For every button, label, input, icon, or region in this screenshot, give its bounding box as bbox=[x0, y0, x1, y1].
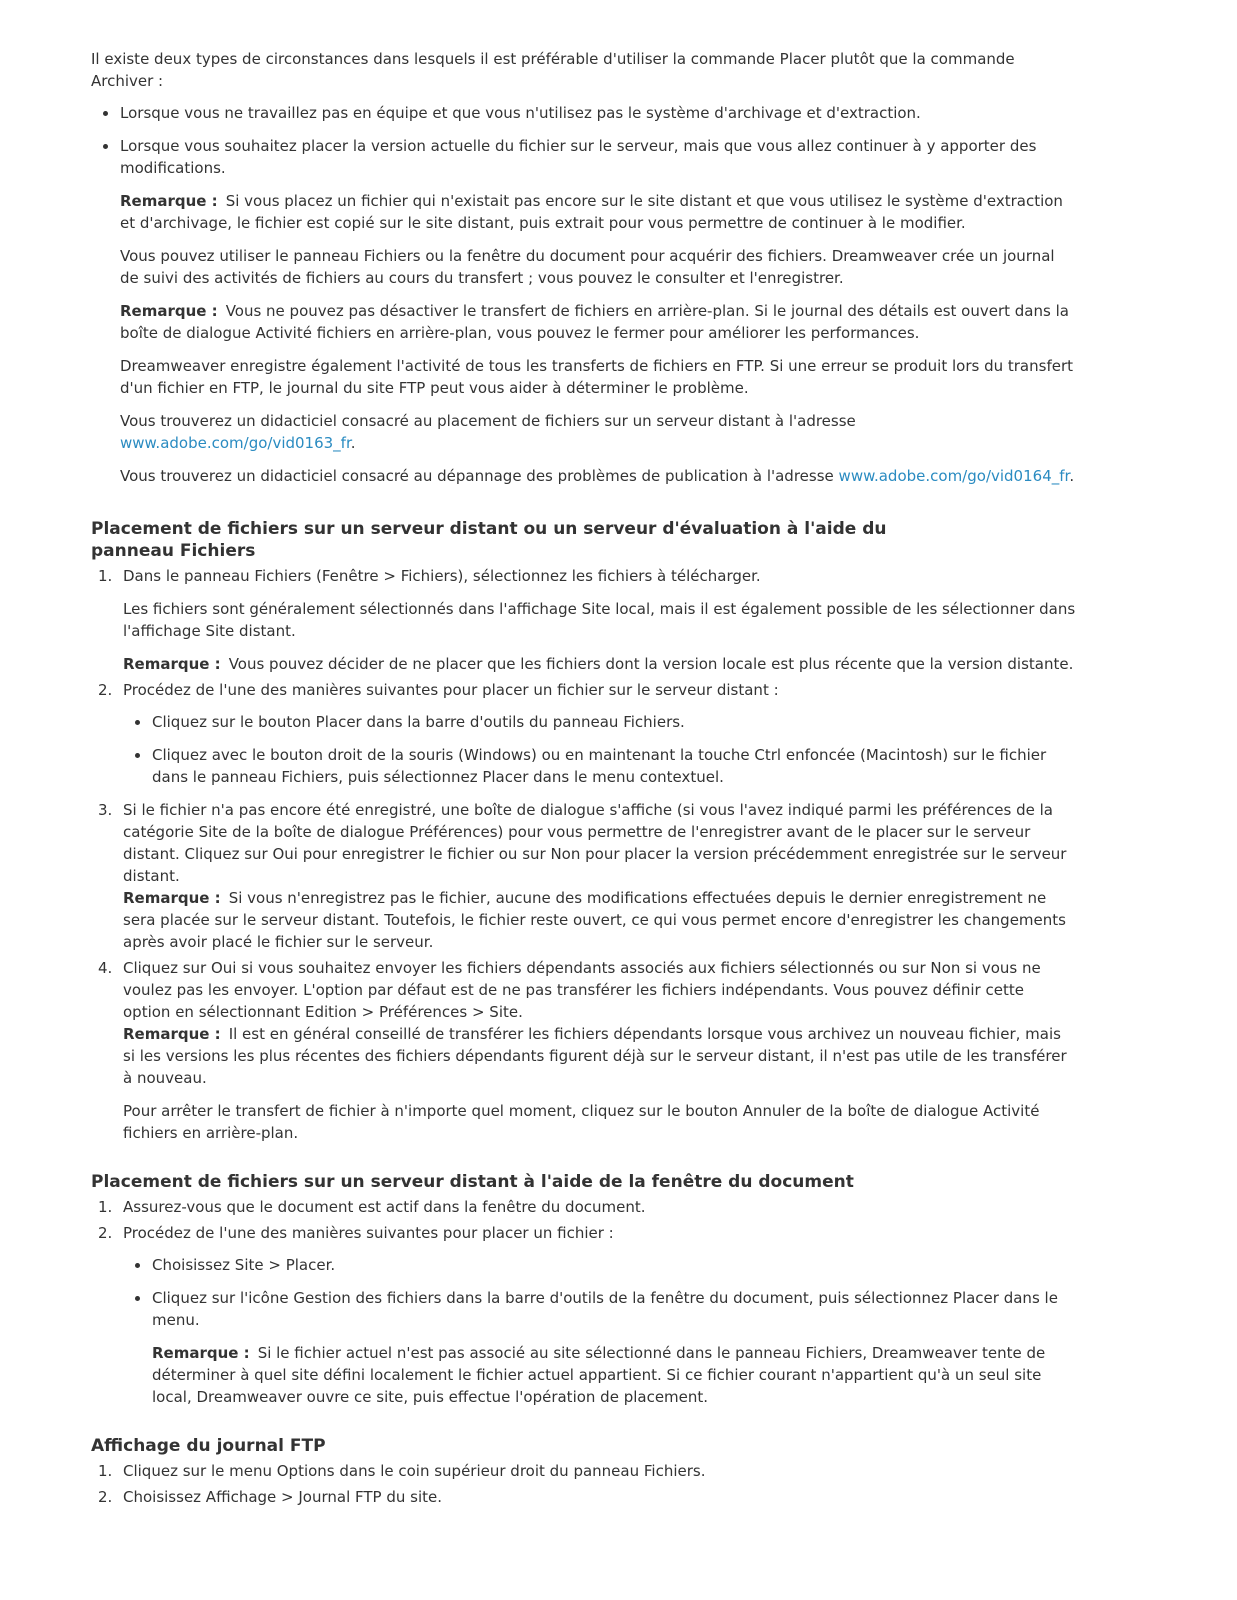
step-text: Dans le panneau Fichiers (Fenêtre > Fichiers), sélectionnez les fichiers à télécharger. bbox=[123, 567, 761, 585]
options-list bbox=[123, 1254, 1076, 1408]
steps-list bbox=[91, 565, 1076, 1144]
paragraph: Les fichiers sont généralement sélectionnés dans l'affichage Site local, mais il est également possible de les sélectionner dans l'affichage Site distant. bbox=[123, 600, 1076, 640]
note-text: Vous ne pouvez pas désactiver le transfert de fichiers en arrière-plan. Si le journal des détails est ouvert dans la boîte de dialogue Activité fichiers en arrière-plan, vous pouvez le fermer pour améliorer les performances. bbox=[120, 302, 1069, 342]
note-text: Si vous placez un fichier qui n'existait pas encore sur le site distant et que vous utilisez le système d'extraction et d'archivage, le fichier est copié sur le site distant, puis extrait pour vous permettre de continuer à le modifier. bbox=[120, 192, 1063, 232]
step-number: 1. bbox=[98, 567, 113, 585]
step-text: Procédez de l'une des manières suivantes pour placer un fichier sur le serveur distant : bbox=[123, 681, 779, 699]
note-label: Remarque : bbox=[152, 1344, 250, 1362]
step-number: 1. bbox=[98, 1462, 113, 1480]
paragraph: Pour arrêter le transfert de fichier à n'importe quel moment, cliquez sur le bouton Annuler de la boîte de dialogue Activité fichiers en arrière-plan. bbox=[123, 1102, 1040, 1142]
step-text: Cliquez sur Oui si vous souhaitez envoyer les fichiers dépendants associés aux fichiers sélectionnés ou sur Non si vous ne voulez pas les envoyer. L'option par défaut est de ne pas transférer les fichiers indépendants. Vous pouvez définir cette option en sélectionnant Edition > Préférences > Site. bbox=[123, 959, 1041, 1021]
note-paragraph bbox=[123, 653, 1076, 675]
step-item bbox=[98, 1222, 1076, 1408]
step-number: 2. bbox=[98, 1488, 113, 1506]
step-item bbox=[98, 1460, 1076, 1482]
section-heading: Placement de fichiers sur un serveur distant ou un serveur d'évaluation à l'aide du panneau Fichiers bbox=[91, 519, 887, 561]
paragraph: Dreamweaver enregistre également l'activité de tous les transferts de fichiers en FTP. Si une erreur se produit lors du transfert d'un fichier en FTP, le journal du site FTP peut vous aider à déterminer le problème. bbox=[120, 357, 1074, 397]
tutorial-text: Vous trouverez un didacticiel consacré au dépannage des problèmes de publication à l'adresse bbox=[120, 467, 834, 485]
note-label: Remarque : bbox=[123, 889, 221, 907]
document-content bbox=[91, 48, 1076, 1512]
steps-list bbox=[91, 1460, 1076, 1508]
circumstances-list bbox=[91, 102, 1076, 179]
section-heading: Placement de fichiers sur un serveur distant à l'aide de la fenêtre du document bbox=[91, 1172, 854, 1192]
step-text: Cliquez sur le menu Options dans le coin supérieur droit du panneau Fichiers. bbox=[123, 1462, 706, 1480]
note-label: Remarque : bbox=[120, 302, 218, 320]
list-item bbox=[152, 1287, 1076, 1408]
list-item: Choisissez Site > Placer. bbox=[152, 1254, 1076, 1276]
list-item: Cliquez avec le bouton droit de la souris (Windows) ou en maintenant la touche Ctrl enfoncée (Macintosh) sur le fichier dans le panneau Fichiers, puis sélectionnez Placer dans le menu contextuel. bbox=[152, 744, 1076, 788]
step-item bbox=[98, 1486, 1076, 1508]
step-number: 4. bbox=[98, 959, 113, 977]
note-paragraph bbox=[123, 1023, 1076, 1089]
tutorial-link-vid0163[interactable]: www.adobe.com/go/vid0163_fr bbox=[120, 434, 351, 452]
tutorial-paragraph: Vous trouverez un didacticiel consacré au dépannage des problèmes de publication à l'adresse www.adobe.com/go/vid0164_fr. bbox=[120, 467, 1075, 485]
step-item bbox=[98, 679, 1076, 788]
step-text: Choisissez Affichage > Journal FTP du site. bbox=[123, 1488, 443, 1506]
note-label: Remarque : bbox=[123, 655, 221, 673]
step-number: 1. bbox=[98, 1198, 113, 1216]
note-paragraph bbox=[120, 190, 1076, 234]
step-item bbox=[98, 565, 1076, 675]
note-paragraph bbox=[120, 300, 1076, 344]
step-text: Si le fichier n'a pas encore été enregistré, une boîte de dialogue s'affiche (si vous l'avez indiqué parmi les préférences de la catégorie Site de la boîte de dialogue Préférences) pour vous permettre de l'enregistrer avant de le placer sur le serveur distant. Cliquez sur Oui pour enregistrer le fichier ou sur Non pour placer la version précédemment enregistrée sur le serveur distant. bbox=[123, 801, 1067, 885]
step-text: Procédez de l'une des manières suivantes pour placer un fichier : bbox=[123, 1224, 614, 1242]
list-item: Lorsque vous ne travaillez pas en équipe et que vous n'utilisez pas le système d'archivage et d'extraction. bbox=[120, 102, 1076, 124]
tutorial-paragraph: Vous trouverez un didacticiel consacré au placement de fichiers sur un serveur distant à l'adresse www.adobe.com/go/vid0163_fr. bbox=[120, 412, 856, 452]
note-text: Vous pouvez décider de ne placer que les fichiers dont la version locale est plus récente que la version distante. bbox=[228, 655, 1074, 673]
note-text: Il est en général conseillé de transférer les fichiers dépendants lorsque vous archivez un nouveau fichier, mais si les versions les plus récentes des fichiers dépendants figurent déjà sur le serveur distant, il n'est pas utile de les transférer à nouveau. bbox=[123, 1025, 1067, 1087]
paragraph: Vous pouvez utiliser le panneau Fichiers ou la fenêtre du document pour acquérir des fichiers. Dreamweaver crée un journal de suivi des activités de fichiers au cours du transfert ; vous pouvez le consulter et l'enregistrer. bbox=[120, 247, 1055, 287]
list-item: Lorsque vous souhaitez placer la version actuelle du fichier sur le serveur, mais que vous allez continuer à y apporter des modifications. bbox=[120, 135, 1076, 179]
options-list bbox=[123, 711, 1076, 788]
step-number: 2. bbox=[98, 681, 113, 699]
step-number: 3. bbox=[98, 801, 113, 819]
intro-paragraph: Il existe deux types de circonstances dans lesquels il est préférable d'utiliser la commande Placer plutôt que la commande Archiver : bbox=[91, 50, 1015, 90]
note-label: Remarque : bbox=[123, 1025, 221, 1043]
step-item bbox=[98, 957, 1076, 1144]
tutorial-text: Vous trouverez un didacticiel consacré au placement de fichiers sur un serveur distant à l'adresse bbox=[120, 412, 856, 430]
step-text: Assurez-vous que le document est actif dans la fenêtre du document. bbox=[123, 1198, 646, 1216]
note-text: Si vous n'enregistrez pas le fichier, aucune des modifications effectuées depuis le dernier enregistrement ne sera placée sur le serveur distant. Toutefois, le fichier reste ouvert, ce qui vous permet encore d'enregistrer les changements après avoir placé le fichier sur le serveur. bbox=[123, 889, 1066, 951]
list-item: Cliquez sur le bouton Placer dans la barre d'outils du panneau Fichiers. bbox=[152, 711, 1076, 733]
step-item bbox=[98, 799, 1076, 953]
step-item bbox=[98, 1196, 1076, 1218]
note-label: Remarque : bbox=[120, 192, 218, 210]
steps-list bbox=[91, 1196, 1076, 1408]
details-block bbox=[120, 190, 1076, 487]
note-paragraph bbox=[123, 887, 1076, 953]
note-text: Si le fichier actuel n'est pas associé au site sélectionné dans le panneau Fichiers, Dreamweaver tente de déterminer à quel site défini localement le fichier actuel appartient. Si ce fichier courant n'appartient qu'à un seul site local, Dreamweaver ouvre ce site, puis effectue l'opération de placement. bbox=[152, 1344, 1046, 1406]
note-paragraph bbox=[152, 1342, 1076, 1408]
step-number: 2. bbox=[98, 1224, 113, 1242]
section-heading: Affichage du journal FTP bbox=[91, 1436, 326, 1456]
tutorial-link-vid0164[interactable]: www.adobe.com/go/vid0164_fr bbox=[838, 467, 1070, 485]
list-item-text: Cliquez sur l'icône Gestion des fichiers dans la barre d'outils de la fenêtre du document, puis sélectionnez Placer dans le menu. bbox=[152, 1289, 1058, 1329]
